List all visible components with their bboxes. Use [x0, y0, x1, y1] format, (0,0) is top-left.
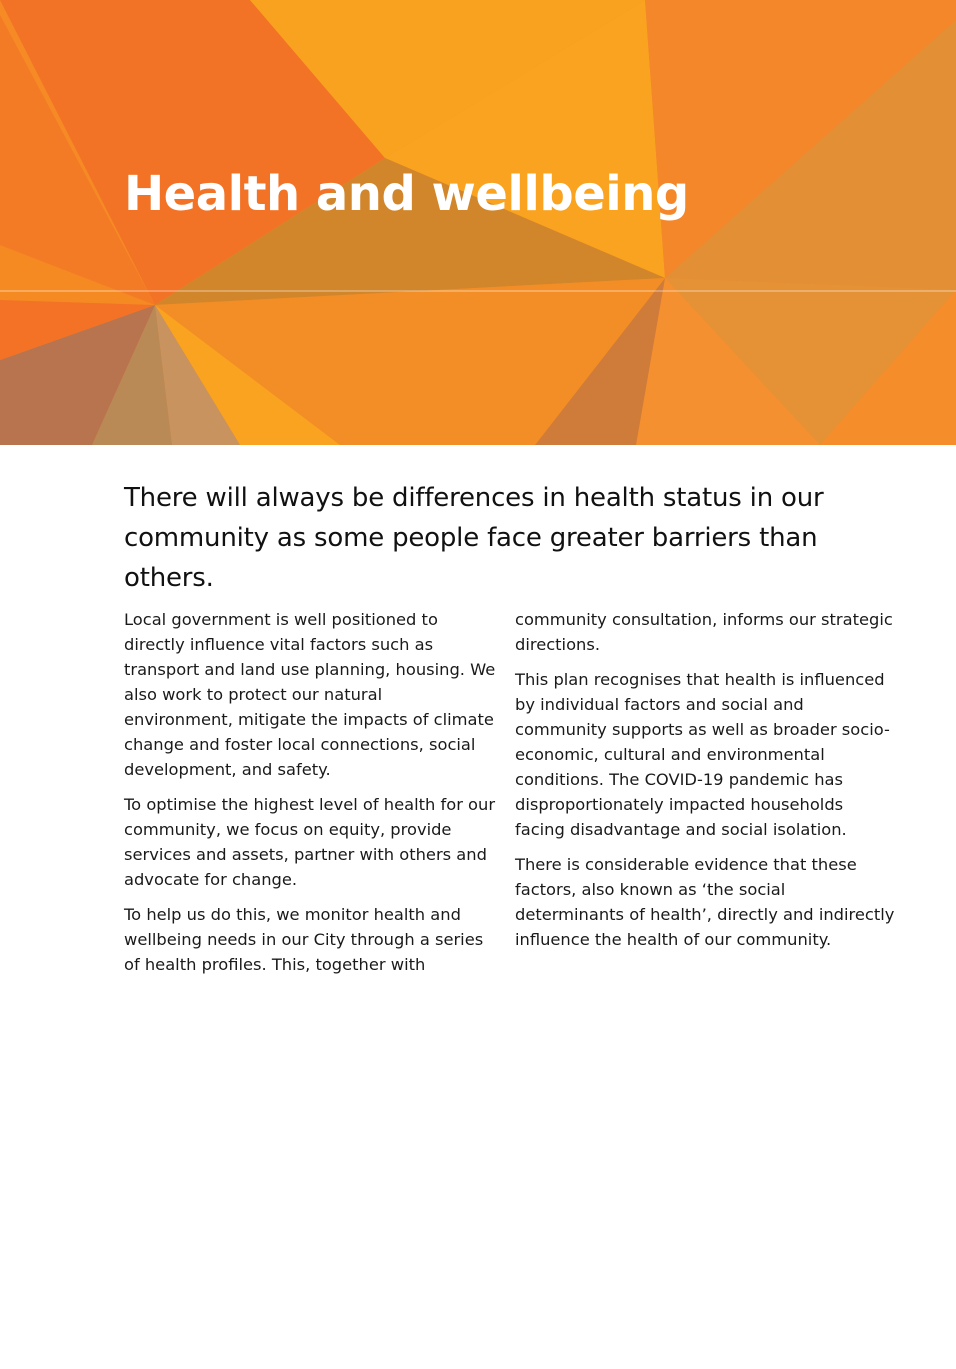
body-column-left: [124, 607, 496, 987]
header-banner: [0, 0, 956, 445]
intro-paragraph: There will always be differences in health status in our community as some people face greater barriers than others.: [124, 483, 824, 593]
body-paragraph: community consultation, informs our strategic directions.: [515, 610, 893, 654]
body-paragraph: To help us do this, we monitor health and wellbeing needs in our City through a series of health profiles. This, together with: [124, 905, 484, 974]
body-paragraph: To optimise the highest level of health for our community, we focus on equity, provide services and assets, partner with others and advocate for change.: [124, 795, 496, 889]
page-title: Health and wellbeing: [124, 166, 689, 222]
body-paragraph: There is considerable evidence that these factors, also known as ‘the social determinants of health’, directly and indirectly influence the health of our community.: [515, 855, 895, 949]
geometric-pattern: [0, 0, 956, 445]
body-paragraph: This plan recognises that health is influenced by individual factors and social and community supports as well as broader socio-economic, cultural and environmental conditions. The COVID-19 pandemic has disproportionately impacted households facing disadvantage and social isolation.: [515, 670, 890, 839]
body-paragraph: Local government is well positioned to directly influence vital factors such as transport and land use planning, housing. We also work to protect our natural environment, mitigate the impacts of climate change and foster local connections, social development, and safety.: [124, 610, 496, 779]
body-column-right: [515, 607, 895, 962]
